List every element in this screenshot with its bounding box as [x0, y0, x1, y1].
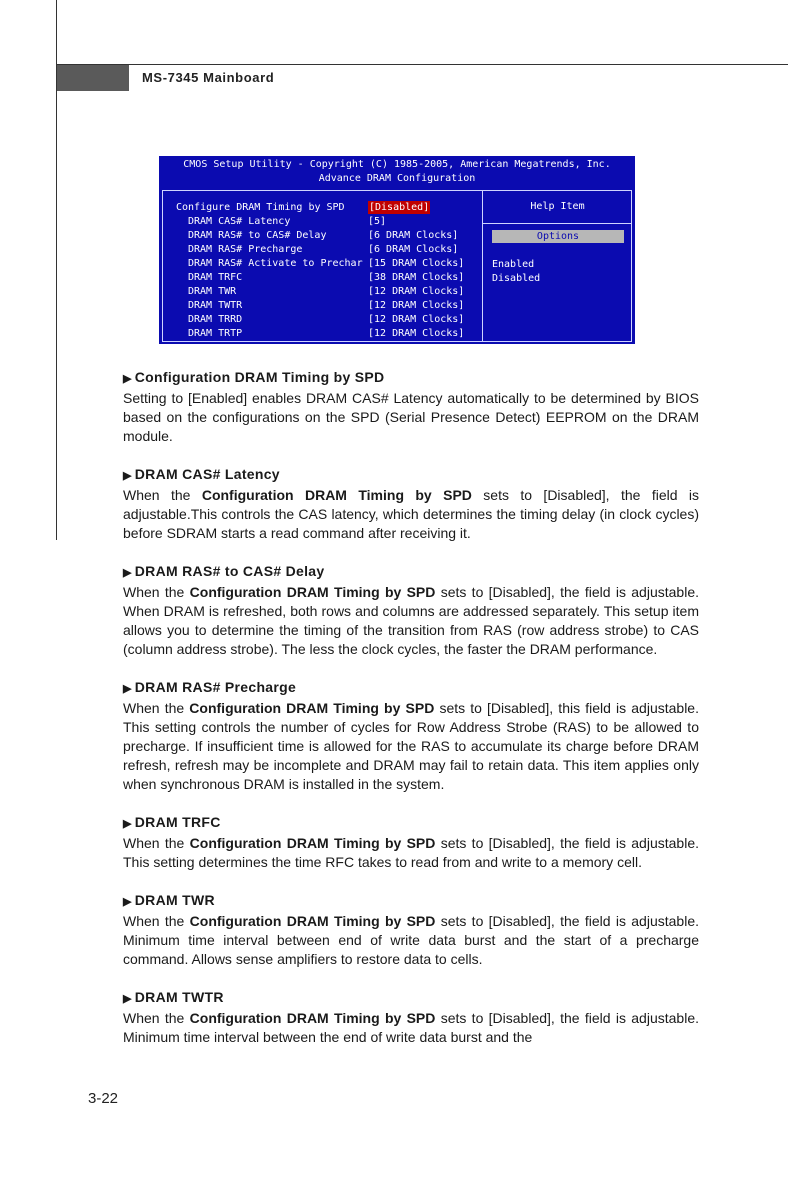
- section-body-pre: When the: [123, 835, 190, 851]
- section-heading-text: Configuration DRAM Timing by SPD: [134, 369, 385, 385]
- section-heading: [123, 891, 699, 912]
- bios-help-separator: [483, 223, 632, 224]
- header-title: MS-7345 Mainboard: [142, 70, 275, 85]
- bios-screenshot: [159, 156, 635, 344]
- bios-item-value[interactable]: [12 DRAM Clocks]: [368, 286, 465, 297]
- triangle-bullet-icon: ▶: [123, 896, 132, 908]
- section-body-pre: When the: [123, 1010, 190, 1026]
- bios-item-label[interactable]: DRAM RAS# to CAS# Delay: [188, 230, 327, 241]
- section: [123, 678, 699, 794]
- section-heading-text: DRAM TWR: [134, 892, 215, 908]
- section-heading: [123, 678, 699, 699]
- section-body: [123, 834, 699, 872]
- section-body-text: sets to [Disabled], the field is adjustable. This setting determines the time RFC takes to read from and write to a memory cell.: [123, 835, 699, 870]
- sections-list: [123, 368, 699, 1047]
- bios-option[interactable]: Enabled: [492, 259, 535, 270]
- section-body: [123, 1009, 699, 1047]
- left-margin-line: [56, 64, 57, 540]
- triangle-bullet-icon: ▶: [123, 373, 132, 385]
- section-heading: [123, 988, 699, 1009]
- section-body-bold: Configuration DRAM Timing by SPD: [189, 1010, 436, 1026]
- section-body-text: Setting to [Enabled] enables DRAM CAS# Latency automatically to be determined by BIOS based on the configurations on the SPD (Serial Presence Detect) EEPROM on the DRAM module.: [123, 390, 699, 444]
- section-body: [123, 486, 699, 543]
- bios-item-value[interactable]: [12 DRAM Clocks]: [368, 314, 465, 325]
- bios-item-value[interactable]: [6 DRAM Clocks]: [368, 230, 459, 241]
- bios-options-bar: Options: [492, 230, 624, 243]
- section-body-text: sets to [Disabled], the field is adjustable.This controls the CAS latency, which determines the timing delay (in clock cycles) before SDRAM starts a read command after receiving it.: [123, 487, 699, 541]
- section-heading-text: DRAM CAS# Latency: [134, 466, 280, 482]
- section-heading: [123, 368, 699, 389]
- section-body-bold: Configuration DRAM Timing by SPD: [201, 487, 472, 503]
- triangle-bullet-icon: ▶: [123, 818, 132, 830]
- section-body-bold: Configuration DRAM Timing by SPD: [189, 700, 435, 716]
- section-heading-text: DRAM TRFC: [134, 814, 221, 830]
- bios-item-label[interactable]: DRAM RAS# Activate to Prechar: [188, 258, 363, 269]
- section-body-text: sets to [Disabled], the field is adjustable. When DRAM is refreshed, both rows and columns are addressed separately. This setup item allows you to determine the timing of the transition from RAS (row address strobe) to CAS (column address strobe). The less the clock cycles, the faster the DRAM performance.: [123, 584, 699, 657]
- section-body-pre: When the: [123, 700, 190, 716]
- section-body: [123, 912, 699, 969]
- bios-option[interactable]: Disabled: [492, 273, 541, 284]
- bios-item-value[interactable]: [15 DRAM Clocks]: [368, 258, 465, 269]
- section-heading-text: DRAM RAS# to CAS# Delay: [134, 563, 325, 579]
- section-heading: [123, 813, 699, 834]
- bios-item-value[interactable]: [6 DRAM Clocks]: [368, 244, 459, 255]
- section-body: [123, 583, 699, 659]
- section-heading-text: DRAM RAS# Precharge: [134, 679, 297, 695]
- header-tab-block: [57, 65, 129, 91]
- section: [123, 988, 699, 1047]
- section-body: [123, 699, 699, 794]
- section-heading: [123, 465, 699, 486]
- section: [123, 891, 699, 969]
- triangle-bullet-icon: ▶: [123, 470, 132, 482]
- bios-item-label[interactable]: DRAM RAS# Precharge: [188, 244, 303, 255]
- section-heading-text: DRAM TWTR: [134, 989, 224, 1005]
- header-rule: [56, 64, 788, 65]
- bios-item-value[interactable]: [12 DRAM Clocks]: [368, 300, 465, 311]
- bios-item-label[interactable]: DRAM TWR: [188, 286, 237, 297]
- bios-divider: [482, 190, 483, 342]
- triangle-bullet-icon: ▶: [123, 993, 132, 1005]
- bios-item-label[interactable]: DRAM CAS# Latency: [188, 216, 291, 227]
- bios-item-label[interactable]: DRAM TWTR: [188, 300, 243, 311]
- section: [123, 813, 699, 872]
- section-body-pre: When the: [123, 584, 190, 600]
- bios-item-label[interactable]: Configure DRAM Timing by SPD: [176, 202, 345, 213]
- section-body-text: sets to [Disabled], this field is adjustable. This setting controls the number of cycles for Row Address Strobe (RAS) to be allowed to precharge. If insufficient time is allowed for the RAS to accumulate its charge before DRAM refresh, refresh may be incomplete and DRAM may fail to retain data. This item applies only when synchronous DRAM is installed in the system.: [123, 700, 699, 792]
- bios-item-label[interactable]: DRAM TRTP: [188, 328, 243, 339]
- section-body-text: sets to [Disabled], the field is adjustable. Minimum time interval between the end of write data burst and the: [123, 1010, 699, 1045]
- top-margin-line: [56, 0, 57, 64]
- bios-item-value[interactable]: [12 DRAM Clocks]: [368, 328, 465, 339]
- bios-item-value[interactable]: [5]: [368, 216, 387, 227]
- bios-item-label[interactable]: DRAM TRRD: [188, 314, 243, 325]
- bios-item-value-selected[interactable]: [Disabled]: [369, 202, 430, 213]
- section-body-bold: Configuration DRAM Timing by SPD: [189, 835, 436, 851]
- section: [123, 562, 699, 659]
- bios-title: CMOS Setup Utility - Copyright (C) 1985-2005, American Megatrends, Inc.: [183, 159, 611, 170]
- triangle-bullet-icon: ▶: [123, 683, 132, 695]
- section-body-text: sets to [Disabled], the field is adjustable. Minimum time interval between end of write data burst and the start of a precharge command. Allows sense amplifiers to restore data to cells.: [123, 913, 699, 967]
- bios-subtitle: Advance DRAM Configuration: [318, 173, 476, 184]
- bios-item-label[interactable]: DRAM TRFC: [188, 272, 243, 283]
- page-number: 3-22: [88, 1090, 119, 1107]
- section: [123, 465, 699, 543]
- bios-help-title: Help Item: [530, 201, 585, 212]
- section-body-bold: Configuration DRAM Timing by SPD: [189, 913, 436, 929]
- section-heading: [123, 562, 699, 583]
- section-body: [123, 389, 699, 446]
- section-body-bold: Configuration DRAM Timing by SPD: [189, 584, 436, 600]
- bios-item-value[interactable]: [38 DRAM Clocks]: [368, 272, 465, 283]
- triangle-bullet-icon: ▶: [123, 567, 132, 579]
- section-body-pre: When the: [123, 913, 190, 929]
- section-body-pre: When the: [123, 487, 202, 503]
- section: [123, 368, 699, 446]
